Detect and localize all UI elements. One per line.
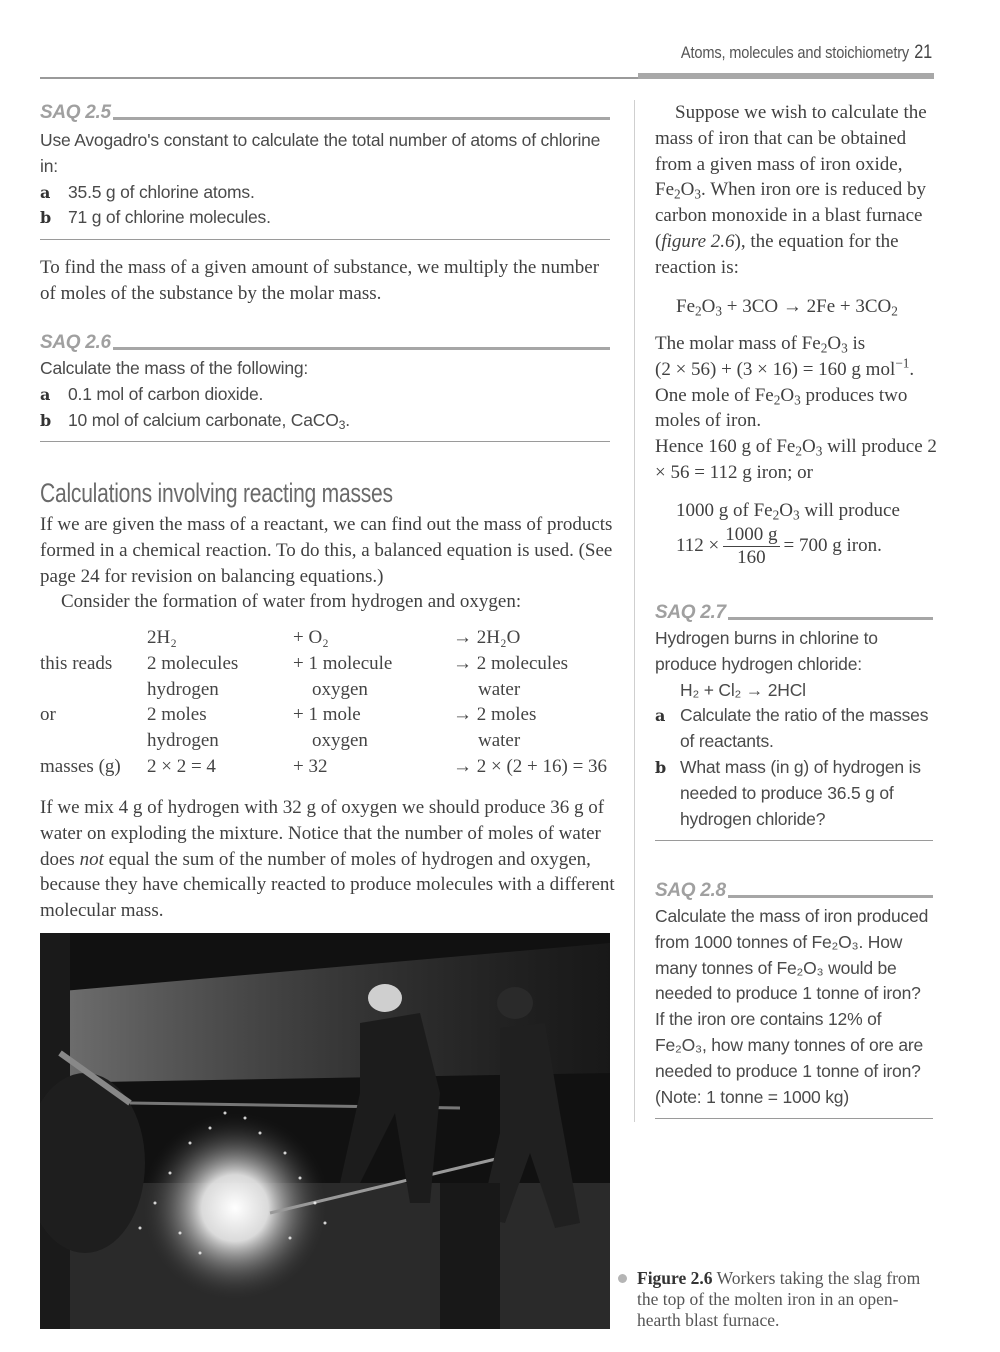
section-heading: Calculations involving reacting masses <box>40 478 393 508</box>
figure-caption-text: Workers taking the slag from the top of the molten iron in an open-hearth blast furnace. <box>637 1268 921 1330</box>
saq-title-rule <box>728 617 933 620</box>
saq-prompt: Hydrogen burns in chlorine to produce hydrogen chloride: <box>655 628 878 674</box>
saq-2-8 <box>655 878 933 1119</box>
saq-title-rule <box>113 347 610 350</box>
figure-label: Figure 2.6 <box>637 1268 713 1288</box>
saq-item: a Calculate the ratio of the masses of reactants. <box>655 705 929 752</box>
saq-item: a 0.1 mol of carbon dioxide. <box>40 383 264 404</box>
saq-title-rule <box>728 895 933 898</box>
saq-item: a 35.5 g of chlorine atoms. <box>40 181 255 202</box>
figure-caption <box>622 1268 932 1331</box>
paragraph-molar-mass: The molar mass of $Fe_2O_3$ is (2 × 56) + (3 × 16) = 160 g mol$^{-1}$. One mole of $Fe_2O_3$ produces two moles of iron. Hence 160 g of $Fe_2O_3$ will produce 2 × 56 = 112 g iron; or <box>655 333 937 483</box>
fraction-calculation: 112 × $\frac{1000 g}{160}$ = 700 g iron. <box>676 523 882 568</box>
header-rule <box>40 77 640 79</box>
saq-equation: H₂ + Cl₂ → 2HCl <box>680 679 806 700</box>
paragraph-consider: Consider the formation of water from hydrogen and oxygen: <box>61 591 522 612</box>
calc-1000g: 1000 g of $Fe_2O_3$ will produce 112 × $\frac{1000 g}{160}$ = 700 g iron. <box>676 498 941 569</box>
saq-title: SAQ 2.6 <box>40 332 111 353</box>
saq-prompt: Calculate the mass of the following: <box>40 358 309 378</box>
saq-item: b 10 mol of calcium carbonate, CaCO$_3$. <box>40 409 350 432</box>
paragraph-suppose: Suppose we wish to calculate the mass of iron that can be obtained from a given mass of iron oxide, $Fe_2O_3$. When iron ore is reduced by carbon monoxide in a blast furnace (figure 2.6), the equation for the reaction is: <box>655 102 927 278</box>
saq-end-rule <box>40 441 610 442</box>
saq-title: SAQ 2.5 <box>40 102 111 123</box>
saq-2-5 <box>40 100 610 240</box>
saq-title: SAQ 2.8 <box>655 880 726 901</box>
figure-2-6-photo <box>40 933 610 1329</box>
paragraph-mass: To find the mass of a given amount of substance, we multiply the number of moles of the substance by the molar mass. <box>40 257 600 304</box>
page-number: 21 <box>914 42 932 63</box>
saq-2-7 <box>655 600 933 841</box>
saq-title-rule <box>113 117 610 120</box>
saq-2-6 <box>40 330 610 442</box>
saq-end-rule <box>655 1118 933 1119</box>
running-title: Atoms, molecules and stoichiometry <box>680 43 910 62</box>
saq-item: b What mass (in g) of hydrogen is needed to produce 36.5 g of hydrogen chloride? <box>655 756 921 829</box>
header-rule-accent <box>638 73 934 79</box>
saq-title: SAQ 2.7 <box>655 602 726 623</box>
saq-item: b 71 g of chlorine molecules. <box>40 207 271 228</box>
bullet-icon <box>618 1274 627 1283</box>
saq-prompt: Use Avogadro's constant to calculate the total number of atoms of chlorine in: <box>40 130 601 176</box>
blast-furnace-photo-icon <box>40 933 610 1329</box>
paragraph-mix: If we mix 4 g of hydrogen with 32 g of oxygen we should produce 36 g of water on exploding the mixture. Notice that the number of moles of water does not equal the sum of the number of moles of hydrogen and oxygen, because they have chemically reacted to produce molecules with a different molecular mass. <box>40 797 615 922</box>
saq-end-rule <box>40 239 610 240</box>
reaction-equation: $Fe_2O_3 + 3CO \to 2Fe + 3CO_2$ <box>676 296 898 319</box>
running-header <box>681 42 932 64</box>
fraction: $\frac{1000 g}{160}$ <box>725 523 778 568</box>
saq-text: Calculate the mass of iron produced from 1000 tonnes of Fe₂O₃. How many tonnes of Fe₂O₃ would be needed to produce 1 tonne of iron? If the iron ore contains 12% of Fe₂O₃, how many tonnes of ore are needed to produce 1 tonne of iron? (Note: 1 tonne = 1000 kg) <box>655 906 929 1107</box>
paragraph-intro: If we are given the mass of a reactant, we can find out the mass of products formed in a chemical reaction. To do this, a balanced equation is used. (See page 24 for revision on balancing equations.) <box>40 514 613 587</box>
saq-end-rule <box>655 840 933 841</box>
column-divider <box>634 100 635 1122</box>
